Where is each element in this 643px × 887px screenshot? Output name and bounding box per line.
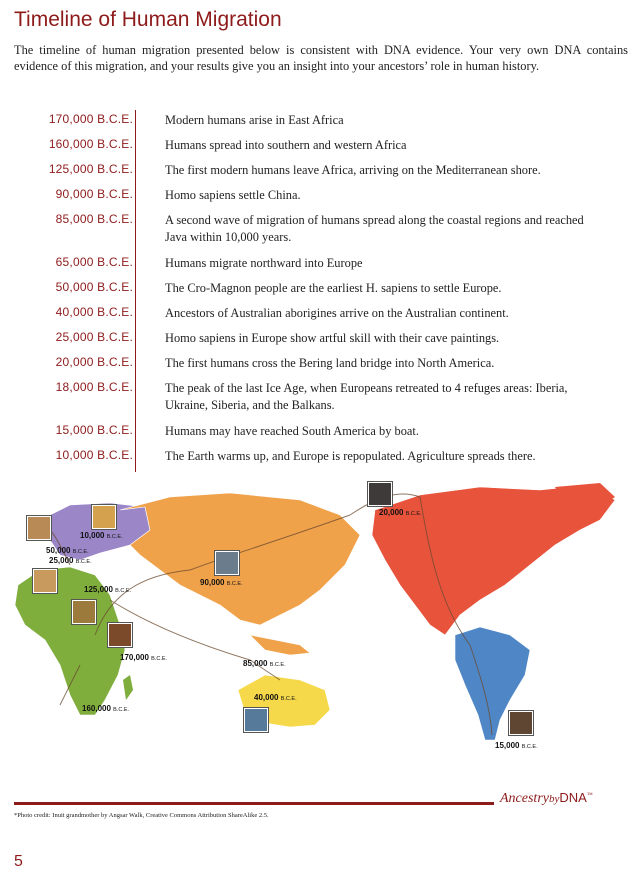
photo-inuit (368, 482, 392, 506)
timeline-event: Homo sapiens in Europe show artful skill with their cave paintings. (165, 331, 500, 345)
timeline-event: Modern humans arise in East Africa (165, 113, 344, 127)
madagascar (123, 675, 133, 700)
timeline-date: 10,000 B.C.E. (55, 448, 133, 462)
page-number: 5 (14, 853, 23, 870)
photo-south-america (509, 711, 533, 735)
photo-china (215, 551, 239, 575)
map-label-160000: 160,000 B.C.E. (82, 704, 130, 713)
timeline-date: 20,000 B.C.E. (55, 355, 133, 369)
timeline-event: The Earth warms up, and Europe is repopulated. Agriculture spreads there. (165, 449, 536, 463)
page-title: Timeline of Human Migration (14, 8, 282, 31)
timeline-event: The Cro-Magnon people are the earliest H. sapiens to settle Europe. (165, 281, 502, 295)
photo-credit: *Photo credit: Inuit grandmother by Angsar Walk, Creative Commons Attribution ShareAlike 2.5. (14, 812, 269, 819)
map-label-20000: 20,000 B.C.E. (379, 508, 422, 517)
timeline-event: Humans spread into southern and western Africa (165, 138, 407, 152)
timeline-event: The first modern humans leave Africa, arriving on the Mediterranean shore. (165, 163, 541, 177)
timeline-event: The first humans cross the Bering land bridge into North America. (165, 356, 495, 370)
map-label-170000: 170,000 B.C.E. (120, 653, 168, 662)
map-label-25000: 25,000 B.C.E. (49, 556, 92, 565)
map-label-85000: 85,000 B.C.E. (243, 659, 286, 668)
timeline-date: 50,000 B.C.E. (55, 280, 133, 294)
timeline-divider (135, 110, 136, 472)
photo-australia (244, 708, 268, 732)
timeline (0, 110, 643, 472)
footer-rule (14, 802, 494, 805)
map-label-50000: 50,000 B.C.E. (46, 546, 89, 555)
timeline-date: 160,000 B.C.E. (48, 137, 133, 151)
timeline-date: 90,000 B.C.E. (55, 187, 133, 201)
intro-paragraph: The timeline of human migration presented below is consistent with DNA evidence. Your very own DNA contains evidence of this migration, and your results give you an insight into your ancestors’ role in human history. (14, 43, 628, 73)
timeline-date: 85,000 B.C.E. (55, 212, 133, 226)
timeline-date: 40,000 B.C.E. (55, 305, 133, 319)
timeline-date: 15,000 B.C.E. (55, 423, 133, 437)
timeline-date: 170,000 B.C.E. (48, 112, 133, 126)
ancestry-by-dna-logo: AncestrybyDNA™ (500, 790, 593, 806)
map-label-10000: 10,000 B.C.E. (80, 531, 123, 540)
timeline-date: 125,000 B.C.E. (48, 162, 133, 176)
map-label-15000: 15,000 B.C.E. (495, 741, 538, 750)
southeast-asia-islands (250, 635, 310, 655)
photo-east-africa (108, 623, 132, 647)
timeline-event: Ancestors of Australian aborigines arrive on the Australian continent. (165, 306, 509, 320)
timeline-event: A second wave of migration of humans spread along the coastal regions and reached Java within 10,000 years. (165, 213, 584, 244)
asia-region (120, 493, 360, 625)
timeline-date: 18,000 B.C.E. (55, 380, 133, 394)
map-label-125000: 125,000 B.C.E. (84, 585, 132, 594)
timeline-date: 65,000 B.C.E. (55, 255, 133, 269)
migration-map (0, 475, 643, 760)
photo-skull (27, 516, 51, 540)
timeline-event: Humans migrate northward into Europe (165, 256, 363, 270)
timeline-event: Homo sapiens settle China. (165, 188, 301, 202)
map-label-90000: 90,000 B.C.E. (200, 578, 243, 587)
timeline-event: Humans may have reached South America by boat. (165, 424, 419, 438)
photo-africa-north (72, 600, 96, 624)
timeline-event: The peak of the last Ice Age, when Europeans retreated to 4 refuges areas: Iberia, Ukraine, Siberia, and the Balkans. (165, 381, 568, 412)
photo-europe (92, 505, 116, 529)
photo-mediterranean (33, 569, 57, 593)
timeline-date: 25,000 B.C.E. (55, 330, 133, 344)
map-label-40000: 40,000 B.C.E. (254, 693, 297, 702)
